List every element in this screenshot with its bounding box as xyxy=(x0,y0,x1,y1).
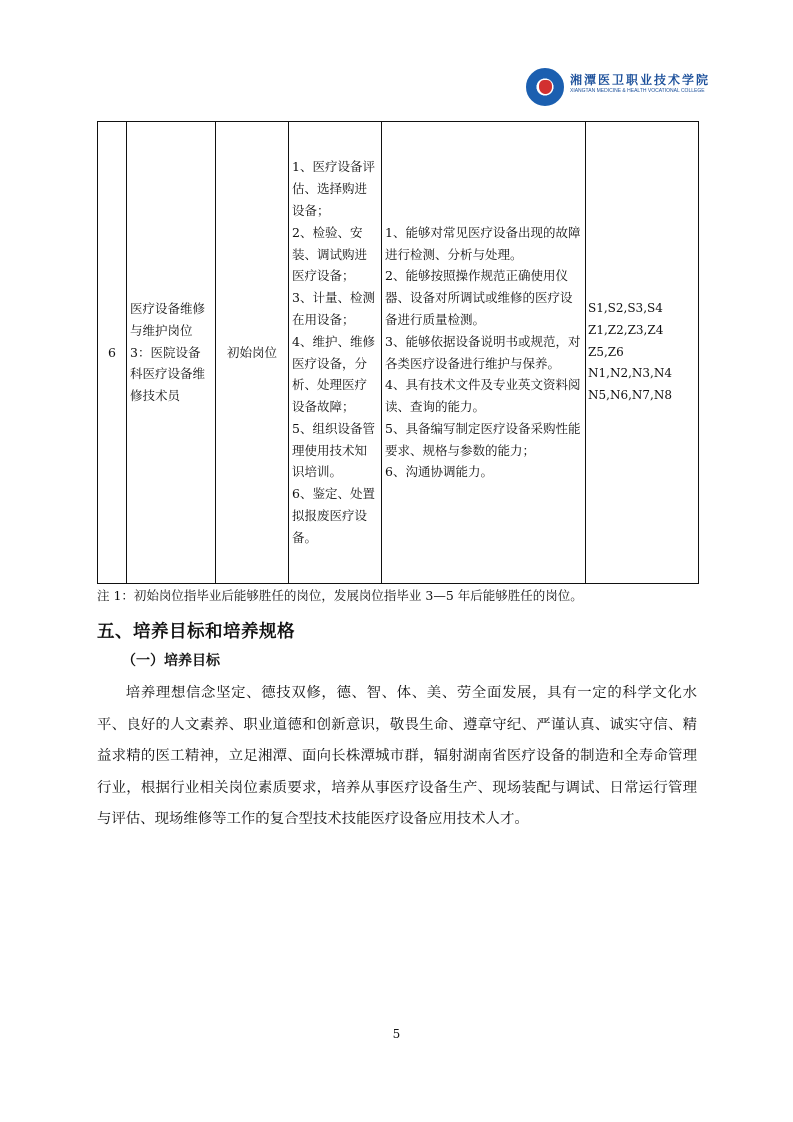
row-number: 6 xyxy=(98,122,127,584)
competency-codes: S1,S2,S3,S4 Z1,Z2,Z3,Z4 Z5,Z6 N1,N2,N3,N4 N5,N6,N7,N8 xyxy=(586,122,699,584)
school-logo xyxy=(526,68,711,108)
table-row xyxy=(98,122,699,584)
body-paragraph: 培养理想信念坚定、德技双修，德、智、体、美、劳全面发展，具有一定的科学文化水平、良好的人文素养、职业道德和创新意识，敬畏生命、遵章守纪、严谨认真、诚实守信、精益求精的医工精神，立足湘潭、面向长株潭城市群，辐射湖南省医疗设备的制造和全寿命管理行业，根据行业相关岗位素质要求，培养从事医疗设备生产、现场装配与调试、日常运行管理与评估、现场维修等工作的复合型技术技能医疗设备应用技术人才。 xyxy=(97,685,697,827)
section-title: 五、培养目标和培养规格 xyxy=(97,622,295,642)
school-name: 湘潭医卫职业技术学院 xyxy=(570,73,711,87)
school-emblem-icon xyxy=(526,68,564,106)
table-note: 注 1：初始岗位指毕业后能够胜任的岗位，发展岗位指毕业 3—5 年后能够胜任的岗位。 xyxy=(97,588,583,603)
position-stage: 初始岗位 xyxy=(216,122,289,584)
work-tasks: 1、医疗设备评估、选择购进设备； 2、检验、安装、调试购进医疗设备； 3、计量、检测在用设备； 4、维护、维修医疗设备，分析、处理医疗设备故障； 5、组织设备管理使用技术知识培训。 6、鉴定、处置拟报废医疗设备。 xyxy=(289,122,382,584)
position-name: 医疗设备维修与维护岗位3：医院设备科医疗设备维修技术员 xyxy=(127,122,216,584)
job-position-table xyxy=(97,121,699,584)
subsection-title: （一）培养目标 xyxy=(122,653,220,669)
required-abilities: 1、能够对常见医疗设备出现的故障进行检测、分析与处理。 2、能够按照操作规范正确使用仪器、设备对所调试或维修的医疗设备进行质量检测。 3、能够依据设备说明书或规范，对各类医疗设备进行维护与保养。 4、具有技术文件及专业英文资料阅读、查询的能力。 5、具备编写制定医疗设备采购性能要求、规格与参数的能力； 6、沟通协调能力。 xyxy=(382,122,586,584)
school-name-en: XIANGTAN MEDICINE & HEALTH VOCATIONAL COLLEGE xyxy=(570,88,705,94)
page-number: 5 xyxy=(392,1027,401,1041)
